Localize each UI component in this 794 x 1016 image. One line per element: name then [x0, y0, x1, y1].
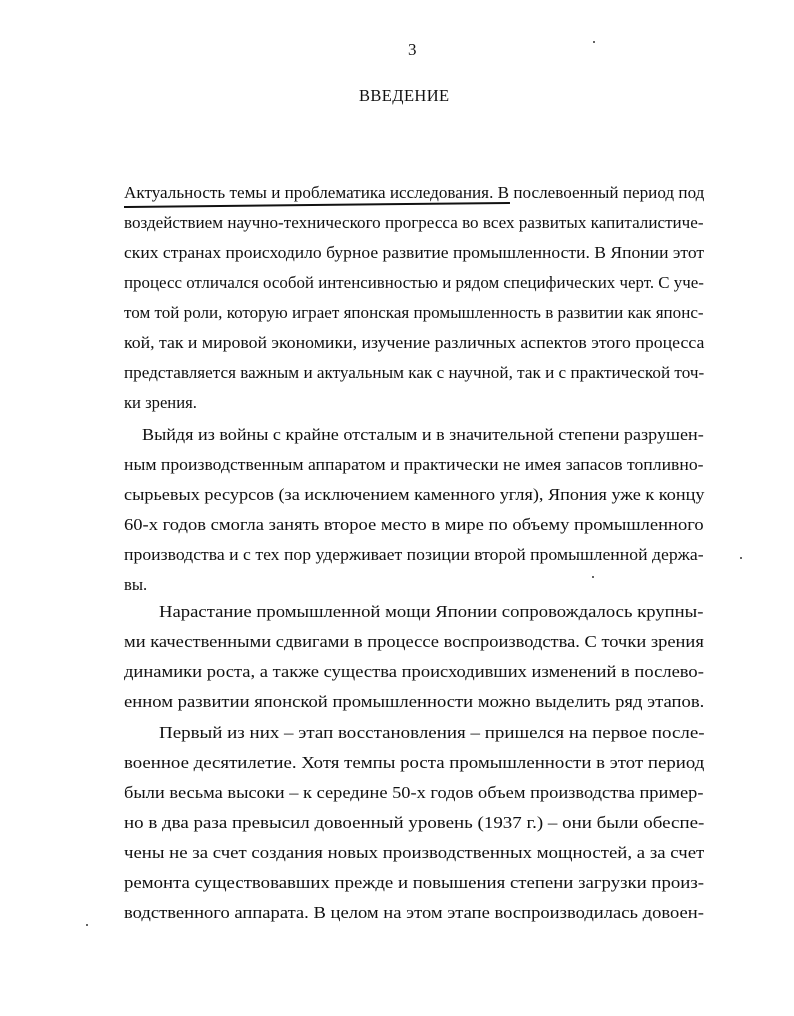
- text-line: воздействием научно-технического прогресса во всех развитых капиталистиче-: [124, 213, 704, 232]
- scan-speck: [592, 576, 594, 578]
- text-line: водственного аппарата. В целом на этом этапе воспроизводилась довоен-: [124, 903, 704, 922]
- text-line: сырьевых ресурсов (за исключением каменного угля), Япония уже к концу: [124, 485, 705, 504]
- text-line: производства и с тех пор удерживает позиции второй промышленной держа-: [124, 545, 704, 564]
- text-line: процесс отличался особой интенсивностью и рядом специфических черт. С уче-: [124, 273, 704, 292]
- text-line: представляется важным и актуальным как с научной, так и с практической точ-: [124, 363, 705, 382]
- text-line: том той роли, которую играет японская промышленность в развитии как японс-: [124, 303, 704, 322]
- text-line: Первый из них – этап восстановления – пришелся на первое после-: [159, 723, 705, 742]
- page-title: ВВЕДЕНИЕ: [359, 86, 450, 105]
- text-line: ным производственным аппаратом и практически не имея запасов топливно-: [124, 455, 704, 474]
- text-line: военное десятилетие. Хотя темпы роста промышленности в этот период: [124, 753, 705, 772]
- text-line: динамики роста, а также существа происходивших изменений в послево-: [124, 662, 704, 681]
- page-number: 3: [408, 40, 417, 59]
- text-line: ки зрения.: [124, 393, 197, 412]
- scan-speck: [86, 924, 88, 926]
- scan-speck: [740, 557, 742, 559]
- text-line: 60-х годов смогла занять второе место в мире по объему промышленного: [124, 515, 704, 534]
- text-line: были весьма высоки – к середине 50-х годов объем производства пример-: [124, 783, 704, 802]
- text-line: ских странах происходило бурное развитие промышленности. В Японии этот: [124, 243, 705, 262]
- text-line: вы.: [124, 575, 148, 594]
- text-line: Выйдя из войны с крайне отсталым и в значительной степени разрушен-: [142, 425, 704, 444]
- text-line: Актуальность темы и проблематика исследования. В послевоенный период под: [124, 183, 705, 202]
- text-line: кой, так и мировой экономики, изучение различных аспектов этого процесса: [124, 333, 705, 352]
- text-line: енном развитии японской промышленности можно выделить ряд этапов.: [124, 692, 705, 711]
- text-line: но в два раза превысил довоенный уровень (1937 г.) – они были обеспе-: [124, 813, 705, 832]
- text-line: Нарастание промышленной мощи Японии сопровождалось крупны-: [159, 602, 704, 621]
- scan-speck: [593, 41, 595, 43]
- text-line: ми качественными сдвигами в процессе воспроизводства. С точки зрения: [124, 632, 704, 651]
- text-line: ремонта существовавших прежде и повышения степени загрузки произ-: [124, 873, 705, 892]
- text-line: чены не за счет создания новых производственных мощностей, а за счет: [124, 843, 705, 862]
